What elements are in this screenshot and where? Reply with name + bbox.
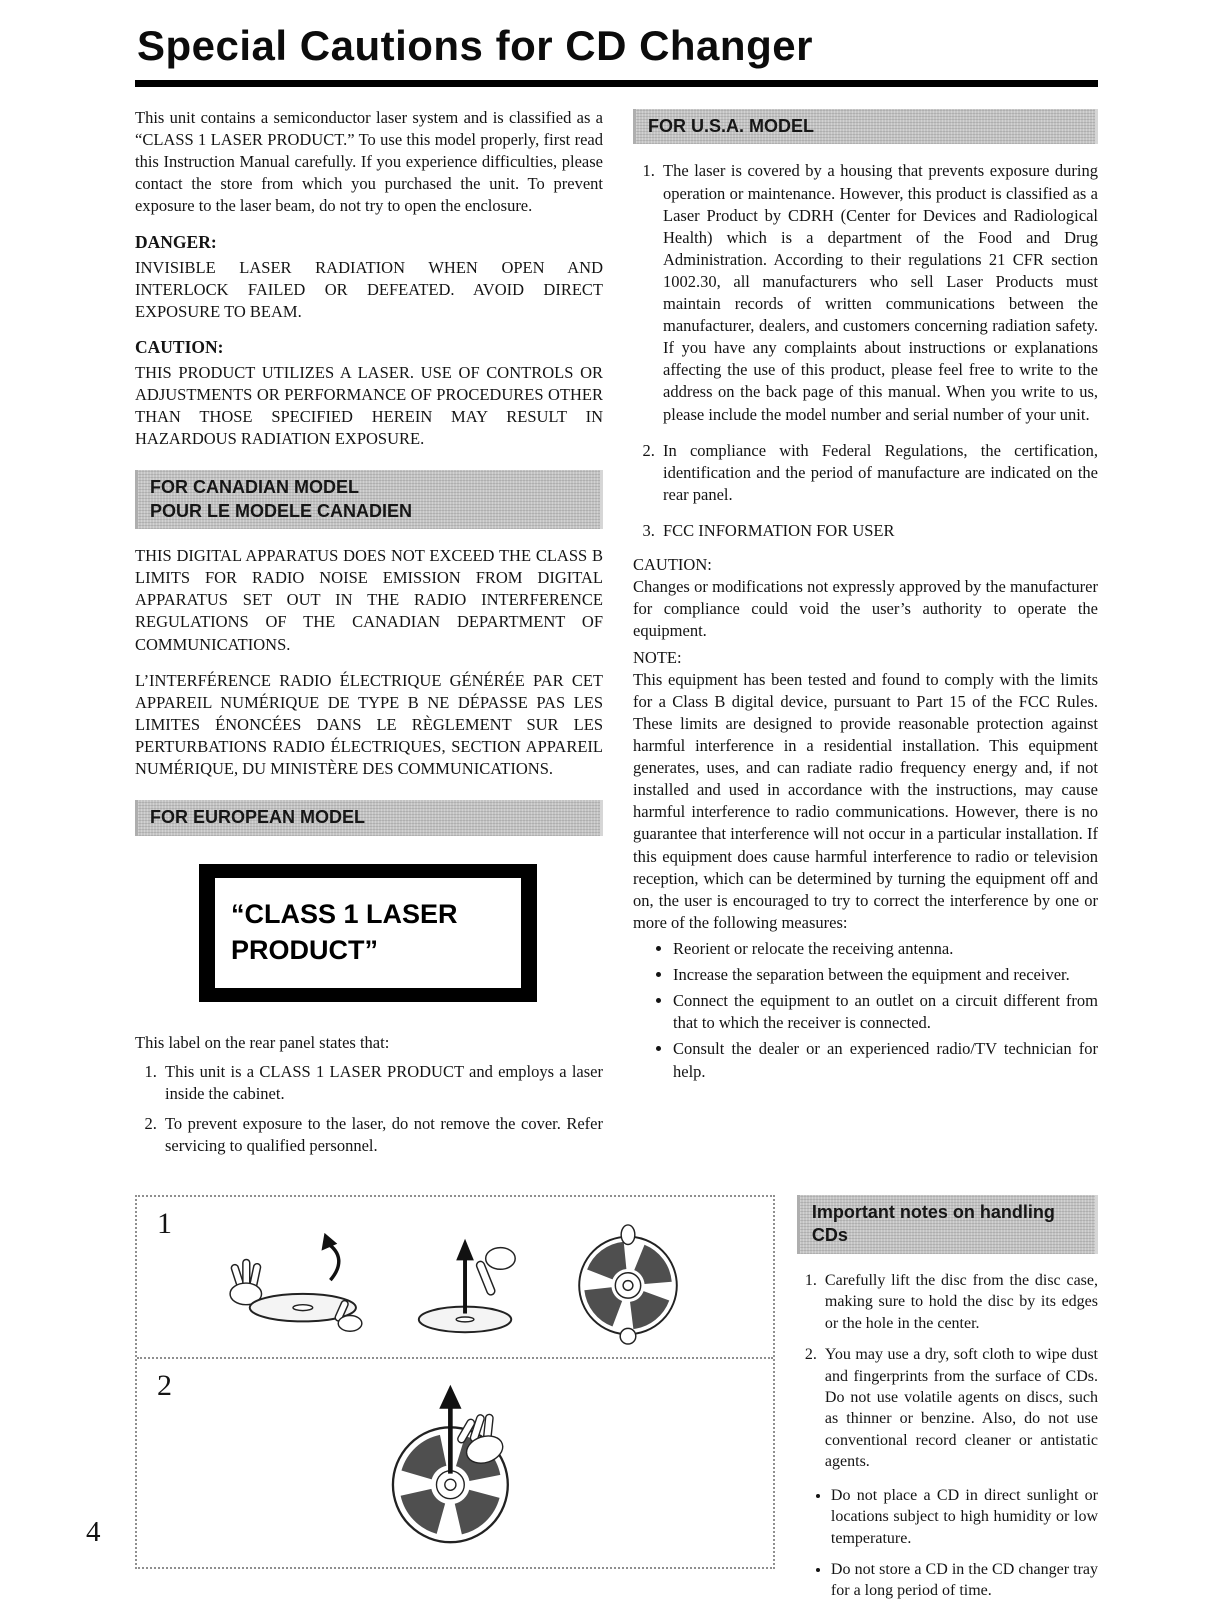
list-item: 2. In compliance with Federal Regulations, the certification, identification and the period of manufacture are indicated on the rear panel.	[659, 440, 1098, 506]
list-item: • Do not place a CD in direct sunlight or locations subject to high humidity or low temperature.	[831, 1485, 1098, 1549]
list-item: 3. FCC INFORMATION FOR USER	[659, 520, 1098, 542]
label-line1: “CLASS 1 LASER	[231, 898, 458, 929]
wipe-disc-illustration	[335, 1381, 575, 1557]
caution-heading: CAUTION:	[135, 336, 224, 357]
fcc-note-text: This equipment has been tested and found to comply with the limits for a Class B digital device, pursuant to Part 15 of the FCC Rules. These limits are designed to provide reasonable protection against harmful interference in a residential installation. This equipment generates, uses, and can radiate radio frequency energy and, if not installed and used in accordance with the instructions, may cause harmful interference to radio communications. However, there is no guarantee that interference will not occur in a particular installation. If this equipment does cause harmful interference to radio or television reception, which can be determined by turning the equipment off and on, the user is encouraged to try to correct the interference by one or more of the following measures:	[633, 669, 1098, 932]
intro-paragraph: This unit contains a semiconductor laser system and is classified as a “CLASS 1 LASER PRODUCT.” To use this model properly, first read this Instruction Manual carefully. If you experience difficulties, please contact the store from which you purchased the unit. To prevent exposure to the laser beam, do not try to open the enclosure.	[135, 108, 603, 216]
left-column	[135, 107, 603, 1169]
curved-up-arrow-icon	[327, 1243, 339, 1280]
banner-canadian-model	[135, 470, 603, 529]
list-item: 1. This unit is a CLASS 1 LASER PRODUCT and employs a laser inside the cabinet.	[161, 1061, 603, 1105]
banner-canadian-line2: POUR LE MODELE CANADIEN	[150, 500, 413, 521]
label-list	[135, 1061, 603, 1157]
list-item: • Reorient or relocate the receiving antenna.	[673, 938, 1098, 960]
figure-step-1-number: 1	[157, 1207, 172, 1240]
right-column	[633, 107, 1098, 1169]
list-item: 2. You may use a dry, soft cloth to wipe dust and fingerprints from the surface of CDs. Do not use volatile agents on discs, such as thinner or benzine. Also, do not use conventional record cleaner or antistatic agents.	[821, 1344, 1098, 1473]
list-item: • Increase the separation between the equipment and receiver.	[673, 964, 1098, 986]
page-title: Special Cautions for CD Changer	[137, 22, 813, 69]
measures-list	[633, 938, 1098, 1083]
list-item: • Consult the dealer or an experienced radio/TV technician for help.	[673, 1038, 1098, 1082]
list-item: • Do not store a CD in the CD changer tray for a long period of time.	[831, 1559, 1098, 1602]
fcc-caution-label: CAUTION:	[633, 555, 712, 575]
danger-text: INVISIBLE LASER RADIATION WHEN OPEN AND INTERLOCK FAILED OR DEFEATED. AVOID DIRECT EXPOSURE TO BEAM.	[135, 257, 603, 321]
danger-heading: DANGER:	[135, 231, 217, 252]
canadian-text-fr: L’INTERFÉRENCE RADIO ÉLECTRIQUE GÉNÉRÉE PAR CET APPAREIL NUMÉRIQUE DE TYPE B NE DÉPASSE PAS LES LIMITES ÉNONCÉES DANS LE RÈGLEMENT SUR LES PERTURBATIONS RADIO ÉLECTRIQUES, SECTION APPAREIL NUMÉRIQUE, DU MINISTÈRE DES COMMUNICATIONS.	[135, 670, 603, 779]
handling-list	[797, 1270, 1098, 1473]
class1-laser-label-frame	[199, 864, 537, 1003]
lift-disc-from-case-illustration	[211, 1227, 376, 1345]
page-number: 4	[86, 1516, 101, 1548]
list-item: • Connect the equipment to an outlet on a circuit different from that to which the receiver is connected.	[673, 990, 1098, 1034]
figure-step-1-illustrations	[151, 1223, 759, 1351]
handling-bullets	[797, 1485, 1098, 1602]
figure-step-2	[137, 1357, 773, 1567]
list-item: 1. The laser is covered by a housing that prevents exposure during operation or maintenance. However, this product is classified as a Laser Product by CDRH (Center for Devices and Radiological Health) which is a department of the Food and Drug Administration. According to their regulations 21 CFR section 1002.30, all manufacturers who sell Laser Products must maintain records of written communications between the manufacturer, dealers, and customers concerning radiation safety. If you have any complaints about instructions or explanations affecting the use of this product, please feel free to write to the address on the back page of this manual. When you write to us, please include the model number and serial number of your unit.	[659, 160, 1098, 425]
figure-box	[135, 1195, 775, 1569]
banner-european-model: FOR EUROPEAN MODEL	[135, 800, 603, 835]
list-item: 1. Carefully lift the disc from the disc case, making sure to hold the disc by its edges or the hole in the center.	[821, 1270, 1098, 1334]
figure-step-2-illustration	[151, 1381, 759, 1561]
banner-usa-model: FOR U.S.A. MODEL	[633, 109, 1098, 144]
class1-laser-label	[215, 878, 521, 989]
label-intro: This label on the rear panel states that:	[135, 1033, 390, 1053]
finger-in-hole-illustration	[402, 1227, 532, 1345]
fcc-caution-text: Changes or modifications not expressly approved by the manufacturer for compliance could void the user’s authority to operate the equipment.	[633, 577, 1098, 641]
two-column-layout	[135, 107, 1098, 1169]
caution-text: THIS PRODUCT UTILIZES A LASER. USE OF CONTROLS OR ADJUSTMENTS OR PERFORMANCE OF PROCEDURES OTHER THAN THOSE SPECIFIED HEREIN MAY RESULT IN HAZARDOUS RADIATION EXPOSURE.	[135, 362, 603, 449]
banner-handling-cds: Important notes on handling CDs	[797, 1195, 1098, 1254]
canadian-text-en: THIS DIGITAL APPARATUS DOES NOT EXCEED THE CLASS B LIMITS FOR RADIO NOISE EMISSION FROM DIGITAL APPARATUS SET OUT IN THE RADIO INTERFERENCE REGULATIONS OF THE CANADIAN DEPARTMENT OF COMMUNICATIONS.	[135, 546, 603, 654]
title-rule	[135, 80, 1098, 87]
banner-canadian-line1: FOR CANADIAN MODEL	[150, 477, 359, 498]
fcc-note-label: NOTE:	[633, 647, 682, 667]
figure-step-2-number: 2	[157, 1369, 172, 1402]
label-line2: PRODUCT”	[231, 935, 378, 966]
bottom-section	[135, 1195, 1098, 1614]
list-item: 2. To prevent exposure to the laser, do not remove the cover. Refer servicing to qualified personnel.	[161, 1113, 603, 1157]
hold-disc-by-edges-illustration	[558, 1223, 698, 1345]
figure-step-1	[137, 1197, 773, 1357]
usa-list	[633, 160, 1098, 542]
handling-notes-column	[797, 1195, 1098, 1614]
